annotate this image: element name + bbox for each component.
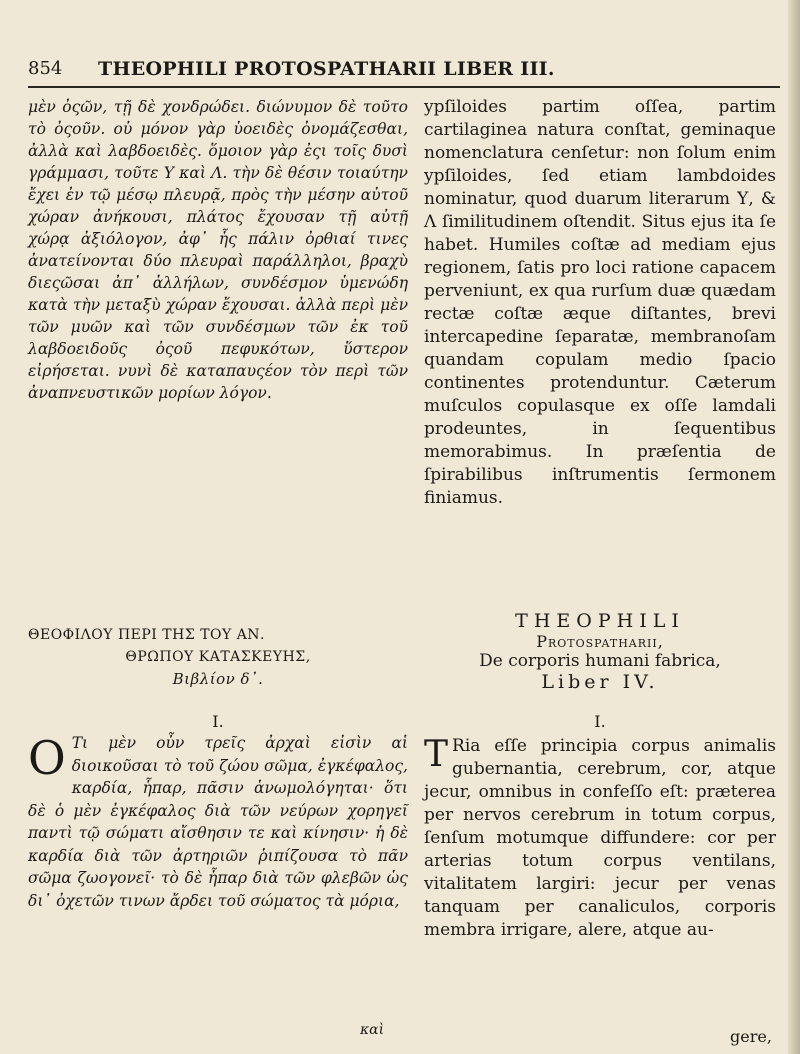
greek-column-top — [28, 96, 408, 404]
latin-book-heading — [424, 610, 776, 693]
greek-heading-line1: ΘΕΟΦΙΛΟΥ ΠΕΡΙ ΤΗΣ ΤΟΥ ΑΝ. — [28, 627, 266, 643]
page-edge-shadow — [788, 0, 800, 1054]
running-title: THEOPHILI PROTOSPATHARII LIBER III. — [98, 58, 555, 80]
latin-heading-line4: Liber IV. — [541, 671, 659, 693]
greek-book-heading — [28, 624, 408, 690]
latin-column-top — [424, 96, 776, 510]
greek-dropcap: O — [28, 731, 66, 785]
greek-chapter-text: Τι μὲν οὖν τρεῖς ἀρχαὶ εἰσὶν αἱ διοικοῦσαι τὸ τοῦ ζώου σῶμα, ἐγκέφαλος, καρδία, ἧπαρ, πᾶσιν ἀνωμολόγηται· ὅτι δὲ ὁ μὲν ἐγκέφαλος διὰ τῶν νεύρων χορηγεῖ παντὶ τῷ σώματι αἴσθησιν τε καὶ κίνησιν· ἡ δὲ καρδία διὰ τῶν ἀρτηριῶν ῥιπίζουσα τὸ πᾶν σῶμα ζωογονεῖ· τὸ δὲ ἧπαρ διὰ τῶν φλεβῶν ὡς δι᾽ ὀχετῶν τινων ἄρδει τοῦ σώματος τὰ μόρια, — [28, 734, 408, 910]
latin-chapter-text: Ria eſſe principia corpus animalis gubernantia, cerebrum, cor, atque jecur, omnibus in confeſſo eſt: præterea per nervos cerebrum in totum corpus, ſenſum motumque diffundere: cor per arterias totum corpus ventilans, vitalitatem largiri: jecur per venas tanquam per canaliculos, corporis membra irrigare, alere, atque au- — [424, 736, 776, 940]
latin-heading-line1: THEOPHILI — [515, 610, 685, 632]
latin-catchword: gere, — [730, 1027, 772, 1046]
greek-heading-line3: Βιβλίον δ᾽. — [172, 670, 264, 688]
page-number: 854 — [28, 58, 63, 79]
greek-heading-line2: ΘΡΩΠΟΥ ΚΑΤΑΣΚΕΥΗΣ, — [125, 649, 311, 665]
header-rule — [28, 86, 780, 88]
greek-paragraph: μὲν ὀςῶν, τῇ δὲ χονδρώδει. διώνυμον δὲ τοῦτο τὸ ὀςοῦν. οὐ μόνον γὰρ ὑοειδὲς ὀνομάζεσθαι, ἀλλὰ καὶ λαβδοειδὲς. ὅμοιον γὰρ ἐςι τοῖς δυσὶ γράμμασι, τοῦτε Υ καὶ Λ. τὴν δὲ θέσιν τοιαύτην ἔχει ἐν τῷ μέσῳ πλευρᾷ, πρὸς τὴν μέσην αὐτοῦ χώραν ἀνήκουσι, πλάτος ἔχουσαν τῇ αὐτῇ χώρᾳ ἀξιόλογον, ἀφ᾽ ἧς πάλιν ὀρθιαί τινες ἀνατείνονται δύο πλευραὶ παράλληλοι, βραχὺ διεςῶσαι ἀπ᾽ ἀλλήλων, συνδέσμον ὑμενώδη κατὰ τὴν μεταξὺ χώραν ἔχουσαι. ἀλλὰ περὶ μὲν τῶν μυῶν καὶ τῶν συνδέσμων τῶν ἐκ τοῦ λαβδοειδοῦς ὀςοῦ πεφυκότων, ὕστερον εἰρήσεται. νυνὶ δὲ καταπαυςέον τὸν περὶ τῶν ἀναπνευστικῶν μορίων λόγον. — [28, 98, 408, 402]
greek-chapter-body — [28, 732, 408, 912]
greek-catchword: καὶ — [360, 1022, 385, 1038]
latin-heading-line2: Protospatharii, — [536, 632, 664, 651]
latin-chapter-body — [424, 735, 776, 942]
greek-chapter-number: I. — [212, 712, 224, 731]
latin-dropcap: T — [424, 734, 449, 775]
latin-heading-line3: De corporis humani fabrica, — [479, 651, 721, 671]
latin-paragraph: ypſiloides partim oſſea, partim cartilaginea natura conſtat, geminaque nomenclatura cenſetur: non ſolum enim ypſiloides, ſed etiam lambdoides nominatur, quod duarum literarum Υ, & Λ ſimilitudinem oſtendit. Situs ejus ita ſe habet. Humiles coſtæ ad mediam ejus regionem, ſatis pro loci ratione capacem perveniunt, ex qua rurſum duæ quædam rectæ coſtæ æque diſtantes, brevi intercapedine ſeparatæ, membranoſam quandam copulam medio ſpacio continentes protenduntur. Cæterum muſculos copulasque ex oſſe lamdali prodeuntes, in ſequentibus memorabimus. In præſentia de ſpirabilibus inſtrumentis ſermonem finiamus. — [424, 97, 776, 508]
page-header — [28, 58, 768, 88]
latin-chapter-number: I. — [594, 712, 606, 731]
